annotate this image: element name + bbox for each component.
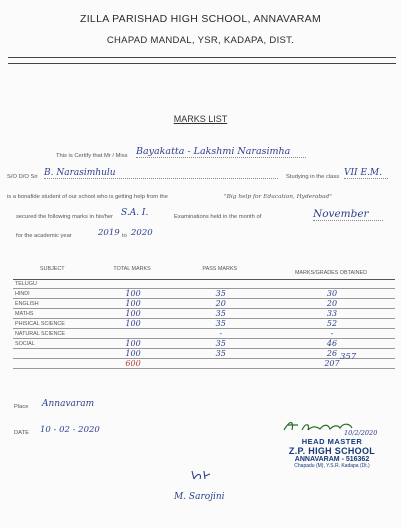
school-name: ZILLA PARISHAD HIGH SCHOOL, ANNAVARAM xyxy=(80,13,321,25)
pass-marks-cell xyxy=(173,359,267,369)
pass-marks-cell: 20 xyxy=(173,299,267,309)
subject-cell: HINDI xyxy=(13,289,92,299)
class-value: VII E.M. xyxy=(344,168,388,179)
pass-marks-cell: 35 xyxy=(173,309,267,319)
pass-marks-cell: 35 xyxy=(173,349,267,359)
pass-marks-cell: 35 xyxy=(173,319,267,329)
obtained-cell: 20 xyxy=(267,299,395,309)
table-row xyxy=(13,299,395,309)
stamp-place: ANNAVARAM - 516362 xyxy=(294,456,370,463)
date-label: DATE xyxy=(14,430,30,436)
subject-cell: SOCIAL xyxy=(13,339,92,349)
total-marks-cell: 100 xyxy=(92,339,173,349)
obtained-cell: 52 xyxy=(267,319,395,329)
header-subject: SUBJECT xyxy=(13,264,92,280)
year-to-word: to xyxy=(122,233,127,239)
document-title: MARKS LIST xyxy=(173,114,228,124)
total-marks-cell: 100 xyxy=(92,319,173,329)
place-value: Annavaram xyxy=(42,399,95,409)
school-address: CHAPAD MANDAL, YSR, KADAPA, DIST. xyxy=(106,35,295,46)
subject-cell: NATURAL SCIENCE xyxy=(13,329,92,339)
stamp-school: Z.P. HIGH SCHOOL xyxy=(288,446,376,456)
student-name: Bayakatta - Lakshmi Narasimha xyxy=(136,146,306,158)
exam-suffix: Examinations held in the month of xyxy=(174,214,262,220)
obtained-cell: 46 xyxy=(267,339,395,349)
header-total-marks: TOTAL MARKS xyxy=(92,264,173,280)
organization-name: "Big help for Education, Hyderabad" xyxy=(224,194,332,200)
subject-cell xyxy=(13,359,92,369)
table-row xyxy=(13,280,395,289)
total-marks-cell: 100 xyxy=(92,299,173,309)
pass-marks-cell xyxy=(173,280,267,289)
total-marks-cell xyxy=(92,329,173,339)
obtained-cell: - xyxy=(267,329,395,339)
total-marks-cell xyxy=(92,280,173,289)
pass-marks-cell: 35 xyxy=(173,289,267,299)
father-name: B. Narasimhulu xyxy=(44,168,278,179)
headmaster-stamp xyxy=(282,437,382,469)
place-label: Place xyxy=(14,404,29,410)
total-marks-sum: 600 xyxy=(92,359,173,369)
header-divider-2 xyxy=(8,63,396,64)
total-marks-cell: 100 xyxy=(92,349,173,359)
secured-text: secured the following marks in his/her xyxy=(16,214,113,220)
signature-date: 10/2/2020 xyxy=(344,429,378,437)
subject-cell: TELUGU xyxy=(13,280,92,289)
initials-mark xyxy=(190,468,214,482)
exam-month: November xyxy=(313,208,383,221)
total-row xyxy=(13,359,395,369)
table-row xyxy=(13,309,395,319)
table-row xyxy=(13,339,395,349)
grand-total: 357 xyxy=(340,352,357,362)
subject-cell: ENGLISH xyxy=(13,299,92,309)
obtained-cell xyxy=(267,280,395,289)
father-prefix: S/O D/O Sri xyxy=(7,174,38,180)
total-marks-cell: 100 xyxy=(92,309,173,319)
marks-table xyxy=(13,264,395,369)
obtained-cell: 30 xyxy=(267,289,395,299)
subject-cell: MATHS xyxy=(13,309,92,319)
header-divider xyxy=(8,57,396,58)
table-row xyxy=(13,289,395,299)
exam-name: S.A. I. xyxy=(121,208,149,218)
subject-cell: PHISICAL SCIENCE xyxy=(13,319,92,329)
bonafide-text: is a bonafide student of our school who is getting help from the xyxy=(7,194,168,200)
table-row xyxy=(13,349,395,359)
table-row xyxy=(13,319,395,329)
pass-marks-cell: 35 xyxy=(173,339,267,349)
lower-signature: M. Sarojini xyxy=(174,492,225,502)
year-to: 2020 xyxy=(131,228,153,238)
header-pass-marks: PASS MARKS xyxy=(173,264,267,280)
table-row xyxy=(13,329,395,339)
obtained-cell: 33 xyxy=(267,309,395,319)
header-obtained: MARKS/GRADES OBTAINED xyxy=(267,264,395,280)
date-value: 10 - 02 - 2020 xyxy=(40,425,100,435)
obtained-sum: 207 xyxy=(267,359,395,369)
stamp-district: Chapadu (M), Y.S.R. Kadapa (Dt.) xyxy=(294,463,370,469)
year-from: 2019 xyxy=(98,228,120,238)
studying-text: Studying in the class xyxy=(286,174,340,180)
stamp-title: HEAD MASTER xyxy=(301,437,363,446)
pass-marks-cell: - xyxy=(173,329,267,339)
academic-year-text: for the academic year xyxy=(16,233,72,239)
certify-text: This is Certify that Mr / Miss xyxy=(56,153,128,159)
total-marks-cell: 100 xyxy=(92,289,173,299)
obtained-cell: 26 xyxy=(267,349,395,359)
subject-cell xyxy=(13,349,92,359)
